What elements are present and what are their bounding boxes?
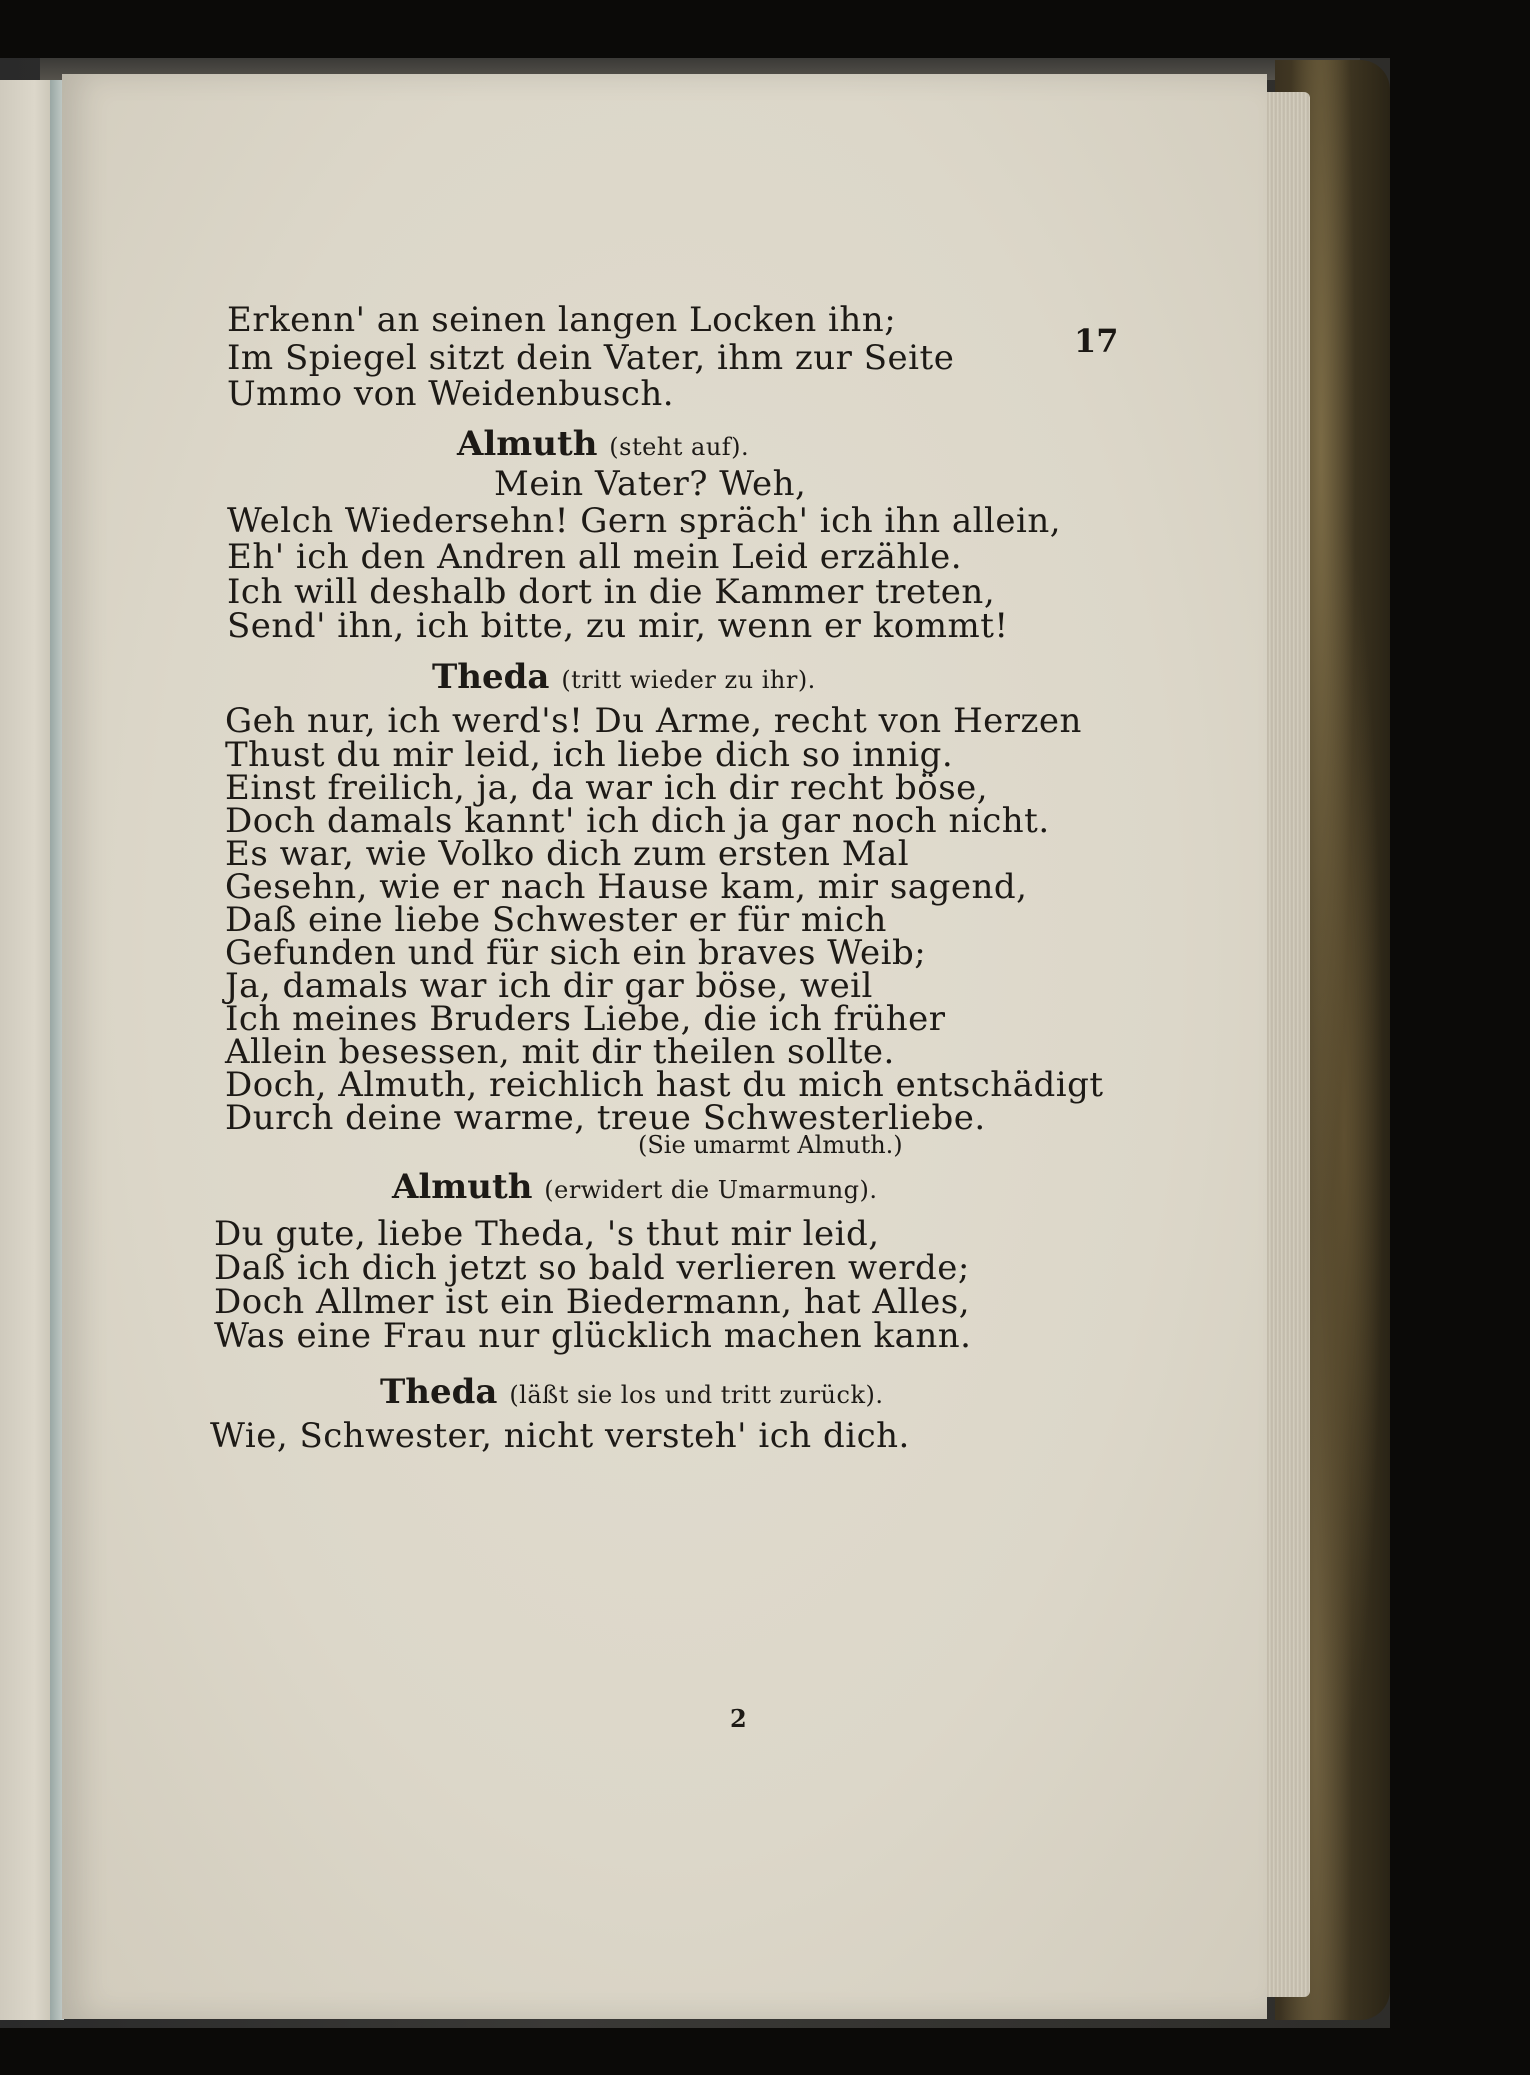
stage-direction: (läßt sie los und tritt zurück). [509,1381,884,1409]
stage-direction: (Sie umarmt Almuth.) [638,1131,903,1159]
book-page [62,74,1267,2019]
verse-line: Send' ihn, ich bitte, zu mir, wenn er kommt! [227,606,1009,646]
verse-line: Ja, damals war ich dir gar böse, weil [225,966,873,1006]
speaker-name: Almuth [457,424,598,464]
page-number: 17 [1074,322,1119,360]
speaker-heading [392,1167,878,1207]
stage-direction: (steht auf). [609,433,750,461]
verse-line: Allein besessen, mit dir theilen sollte. [225,1032,895,1072]
verse-line: Welch Wiedersehn! Gern spräch' ich ihn allein, [227,501,1062,541]
speaker-name: Theda [380,1372,498,1412]
verse-line: Mein Vater? Weh, [494,464,807,504]
page-text [62,74,1267,2019]
verse-line: Durch deine warme, treue Schwesterliebe. [225,1098,986,1138]
verse-line: Es war, wie Volko dich zum ersten Mal [225,834,910,874]
speaker-heading [380,1372,883,1412]
verse-line: Wie, Schwester, nicht versteh' ich dich. [210,1416,910,1456]
verse-line: Du gute, liebe Theda, 's thut mir leid, [214,1214,880,1254]
verse-line: Ummo von Weidenbusch. [227,374,675,414]
stage-direction: (erwidert die Umarmung). [544,1176,878,1204]
verse-line: Gesehn, wie er nach Hause kam, mir sagend, [225,867,1028,907]
verse-line: Doch damals kannt' ich dich ja gar noch nicht. [225,801,1050,841]
verse-line: Was eine Frau nur glücklich machen kann. [214,1316,972,1356]
page-block-edge [1262,92,1310,1997]
speaker-name: Theda [432,657,550,697]
stage-direction: (tritt wieder zu ihr). [561,666,816,694]
speaker-name: Almuth [392,1167,533,1207]
verse-line: Doch, Almuth, reichlich hast du mich entschädigt [225,1065,1104,1105]
verse-line: Geh nur, ich werd's! Du Arme, recht von Herzen [225,701,1082,741]
verse-line: Daß eine liebe Schwester er für mich [225,900,887,940]
verse-line: Daß ich dich jetzt so bald verlieren werde; [214,1248,970,1288]
verse-line: Gefunden und für sich ein braves Weib; [225,933,927,973]
verse-line: Eh' ich den Andren all mein Leid erzähle. [227,537,963,577]
verse-line: Erkenn' an seinen langen Locken ihn; [227,300,897,340]
speaker-heading [432,657,816,697]
verse-line: Einst freilich, ja, da war ich dir recht böse, [225,768,989,808]
verse-line: Thust du mir leid, ich liebe dich so innig. [225,735,954,775]
verse-line: Ich meines Bruders Liebe, die ich früher [225,999,946,1039]
verse-line: Ich will deshalb dort in die Kammer treten, [227,572,996,612]
verse-line: Im Spiegel sitzt dein Vater, ihm zur Seite [227,338,955,378]
signature-mark: 2 [730,1704,747,1733]
verse-line: Doch Allmer ist ein Biedermann, hat Alles, [214,1282,971,1322]
speaker-heading [457,424,749,464]
